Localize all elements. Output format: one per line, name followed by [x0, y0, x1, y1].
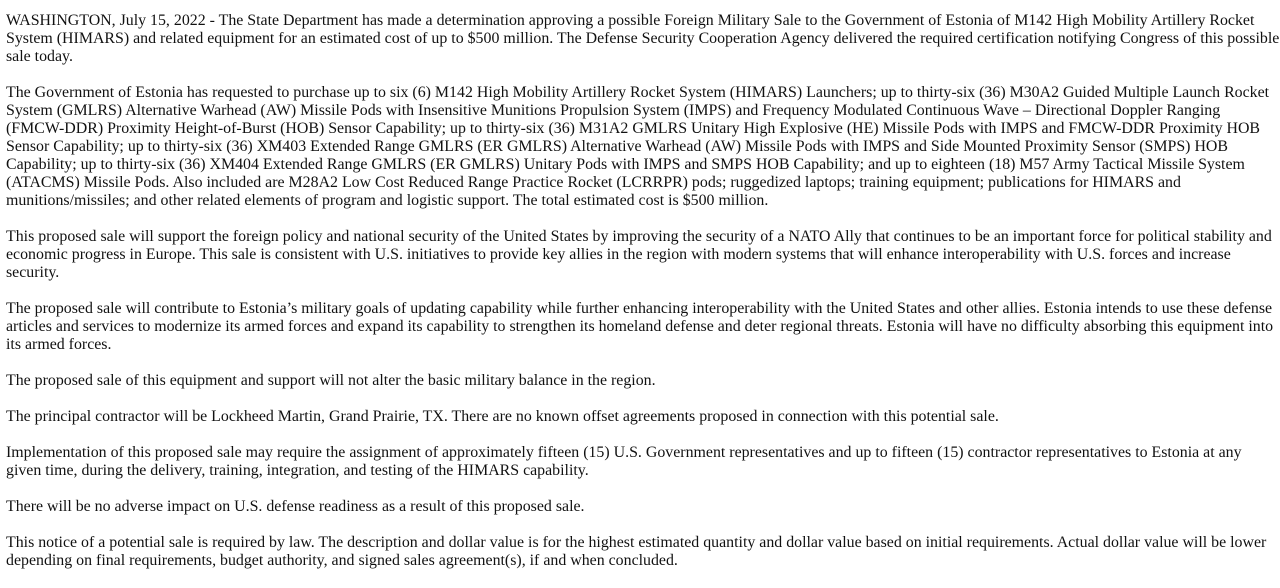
- paragraph-implementation: Implementation of this proposed sale may require the assignment of approximately fifteen (15) U.S. Government representatives and up to fifteen (15) contractor representatives to Estonia at any given time, during the delivery, training, integration, and testing of the HIMARS capability.: [6, 444, 1242, 479]
- paragraph-foreign-policy: This proposed sale will support the foreign policy and national security of the United States by improving the security of a NATO Ally that continues to be an important force for political stability and economic progress in Europe. This sale is consistent with U.S. initiatives to provide key allies in the region with modern systems that will enhance interoperability with U.S. forces and increase security.: [6, 228, 1272, 281]
- paragraph-military-goals: The proposed sale will contribute to Estonia’s military goals of updating capability while further enhancing interoperability with the United States and other allies. Estonia intends to use these defense articles and services to modernize its armed forces and expand its capability to strengthen its homeland defense and deter regional threats. Estonia will have no difficulty absorbing this equipment into its armed forces.: [6, 300, 1274, 353]
- paragraph-principal-contractor: The principal contractor will be Lockheed Martin, Grand Prairie, TX. There are no known offset agreements proposed in connection with this potential sale.: [6, 408, 999, 425]
- paragraph-equipment-request: The Government of Estonia has requested to purchase up to six (6) M142 High Mobility Artillery Rocket System (HIMARS) Launchers; up to thirty-six (36) M30A2 Guided Multiple Launch Rocket System (GMLRS) Alternative Warhead (AW) Missile Pods with Insensitive Munitions Propulsion System (IMPS) and Frequency Modulated Continuous Wave – Directional Doppler Ranging (FMCW-DDR) Proximity Height-of-Burst (HOB) Sensor Capability; up to thirty-six (36) M31A2 GMLRS Unitary High Explosive (HE) Missile Pods with IMPS and FMCW-DDR Proximity HOB Sensor Capability; up to thirty-six (36) XM403 Extended Range GMLRS (ER GMLRS) Alternative Warhead (AW) Missile Pods with IMPS and Side Mounted Proximity Sensor (SMPS) HOB Capability; up to thirty-six (36) XM404 Extended Range GMLRS (ER GMLRS) Unitary Pods with IMPS and SMPS HOB Capability; and up to eighteen (18) M57 Army Tactical Missile System (ATACMS) Missile Pods. Also included are M28A2 Low Cost Reduced Range Practice Rocket (LCRRPR) pods; ruggedized laptops; training equipment; publications for HIMARS and munitions/missiles; and other related elements of program and logistic support. The total estimated cost is $500 million.: [6, 84, 1270, 209]
- paragraph-legal-notice: This notice of a potential sale is required by law. The description and dollar value is for the highest estimated quantity and dollar value based on initial requirements. Actual dollar value will be lower depending on final requirements, budget authority, and signed sales agreement(s), if and when concluded.: [6, 534, 1267, 569]
- paragraph-military-balance: The proposed sale of this equipment and support will not alter the basic military balance in the region.: [6, 372, 656, 389]
- paragraph-defense-readiness: There will be no adverse impact on U.S. defense readiness as a result of this proposed sale.: [6, 498, 585, 515]
- paragraph-dateline-summary: WASHINGTON, July 15, 2022 - The State Department has made a determination approving a possible Foreign Military Sale to the Government of Estonia of M142 High Mobility Artillery Rocket System (HIMARS) and related equipment for an estimated cost of up to $500 million. The Defense Security Cooperation Agency delivered the required certification notifying Congress of this possible sale today.: [6, 12, 1280, 65]
- press-release-body: [6, 12, 1280, 588]
